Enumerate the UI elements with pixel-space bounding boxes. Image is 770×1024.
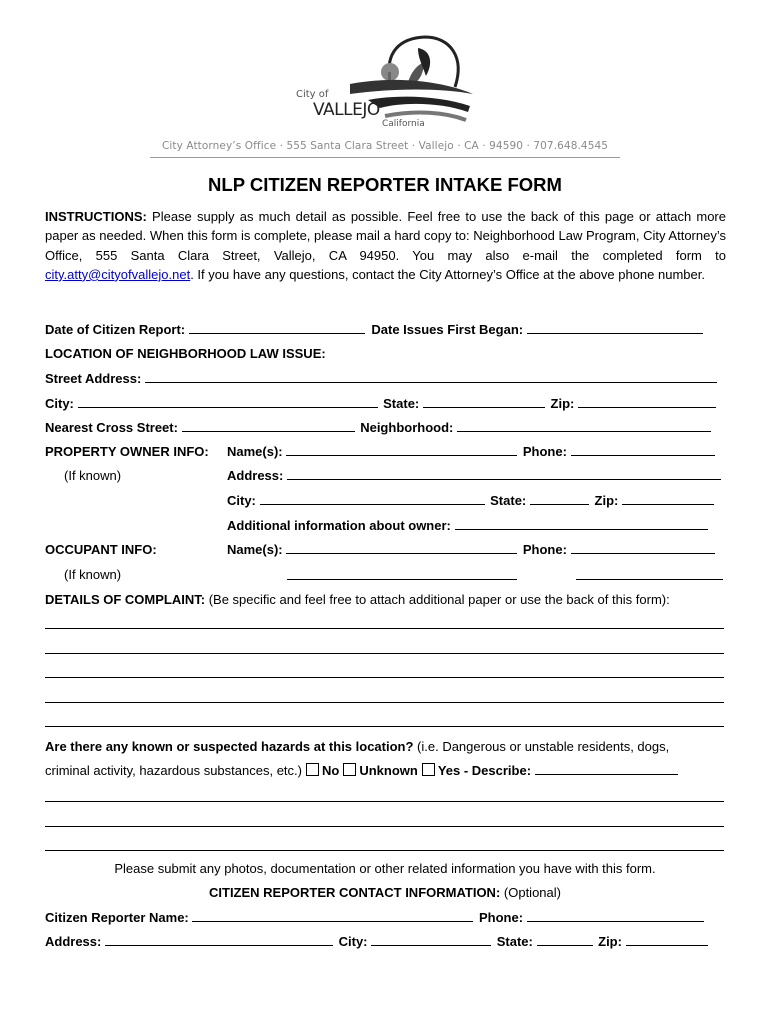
no-label: No bbox=[321, 763, 340, 778]
hazards-line-3[interactable] bbox=[45, 839, 724, 851]
owner-additional-label: Additional information about owner: bbox=[227, 518, 451, 533]
city-row bbox=[45, 396, 716, 411]
reporter-state-field[interactable] bbox=[537, 934, 593, 946]
owner-address-label: Address: bbox=[227, 468, 284, 483]
reporter-address-label: Address: bbox=[45, 934, 102, 949]
occupant-names-label: Name(s): bbox=[227, 542, 283, 557]
unknown-label: Unknown bbox=[359, 763, 418, 778]
unknown-checkbox[interactable] bbox=[343, 763, 356, 776]
details-line-2[interactable] bbox=[45, 642, 724, 654]
hazards-question-row bbox=[45, 739, 669, 754]
hazards-options-row bbox=[45, 763, 678, 778]
reporter-phone-label: Phone: bbox=[479, 910, 524, 925]
owner-address-row bbox=[227, 468, 721, 483]
reporter-name-row bbox=[45, 910, 704, 925]
reporter-zip-label: Zip: bbox=[598, 934, 622, 949]
owner-phone-label: Phone: bbox=[522, 444, 567, 459]
reporter-name-label: Citizen Reporter Name: bbox=[45, 910, 189, 925]
date-row bbox=[45, 322, 703, 337]
city-field[interactable] bbox=[78, 396, 378, 408]
submit-note: Please submit any photos, documentation or other related information you have with this form. bbox=[114, 861, 656, 876]
owner-address-field[interactable] bbox=[287, 468, 721, 480]
owner-city-field[interactable] bbox=[260, 493, 485, 505]
reporter-address-field[interactable] bbox=[105, 934, 333, 946]
occupant-names-row bbox=[227, 542, 715, 557]
reporter-city-label: City: bbox=[338, 934, 368, 949]
reporter-state-label: State: bbox=[496, 934, 533, 949]
occupant-names-field[interactable] bbox=[286, 542, 517, 554]
hazards-line-2[interactable] bbox=[45, 815, 724, 827]
yes-label: Yes - Describe: bbox=[437, 763, 532, 778]
owner-names-label: Name(s): bbox=[227, 444, 283, 459]
neighborhood-label: Neighborhood: bbox=[360, 420, 454, 435]
instructions-text-end: . If you have any questions, contact the City Attorney’s Office at the above phone number. bbox=[190, 266, 705, 282]
owner-names-row bbox=[227, 444, 715, 459]
owner-state-field[interactable] bbox=[530, 493, 589, 505]
occupant-phone-field[interactable] bbox=[571, 542, 715, 554]
owner-names-field[interactable] bbox=[286, 444, 517, 456]
occupant-names-field-2[interactable] bbox=[287, 568, 517, 580]
street-row bbox=[45, 371, 717, 386]
yes-checkbox[interactable] bbox=[422, 763, 435, 776]
state-label: State: bbox=[383, 396, 420, 411]
hazards-hint: (i.e. Dangerous or unstable residents, dogs, bbox=[413, 739, 670, 754]
details-row bbox=[45, 592, 670, 607]
email-link[interactable]: city.atty@cityofvallejo.net bbox=[45, 266, 191, 282]
logo-city-text: VALLEJO bbox=[313, 100, 380, 120]
contact-optional: (Optional) bbox=[500, 885, 561, 900]
cross-street-field[interactable] bbox=[182, 420, 355, 432]
header-divider bbox=[150, 157, 620, 158]
owner-phone-field[interactable] bbox=[571, 444, 715, 456]
zip-field[interactable] bbox=[578, 396, 716, 408]
hazards-line-1[interactable] bbox=[45, 790, 724, 802]
details-line-5[interactable] bbox=[45, 715, 724, 727]
details-label: DETAILS OF COMPLAINT: bbox=[45, 592, 206, 607]
cross-street-row bbox=[45, 420, 711, 435]
neighborhood-field[interactable] bbox=[457, 420, 711, 432]
owner-city-row bbox=[227, 493, 714, 508]
instructions-label: INSTRUCTIONS: bbox=[45, 209, 147, 224]
details-line-4[interactable] bbox=[45, 691, 724, 703]
reporter-zip-field[interactable] bbox=[626, 934, 708, 946]
zip-label: Zip: bbox=[550, 396, 575, 411]
office-address-line: City Attorney’s Office · 555 Santa Clara Street · Vallejo · CA · 94590 · 707.648.4545 bbox=[161, 140, 609, 152]
contact-heading: CITIZEN REPORTER CONTACT INFORMATION: bbox=[209, 885, 501, 900]
owner-city-label: City: bbox=[227, 493, 256, 508]
reporter-city-field[interactable] bbox=[371, 934, 491, 946]
state-field[interactable] bbox=[423, 396, 545, 408]
details-line-1[interactable] bbox=[45, 617, 724, 629]
occupant-phone-field-2[interactable] bbox=[576, 568, 723, 580]
date-began-label: Date Issues First Began: bbox=[371, 322, 524, 337]
date-report-label: Date of Citizen Report: bbox=[45, 322, 186, 337]
contact-heading-row bbox=[0, 885, 770, 900]
details-line-3[interactable] bbox=[45, 666, 724, 678]
owner-heading: PROPERTY OWNER INFO: bbox=[45, 444, 209, 459]
logo-state-text: California bbox=[382, 119, 425, 129]
reporter-address-row bbox=[45, 934, 708, 949]
city-label: City: bbox=[45, 396, 74, 411]
date-began-field[interactable] bbox=[527, 322, 703, 334]
cross-street-label: Nearest Cross Street: bbox=[45, 420, 178, 435]
reporter-phone-field[interactable] bbox=[527, 910, 704, 922]
street-label: Street Address: bbox=[45, 371, 142, 386]
owner-zip-field[interactable] bbox=[622, 493, 714, 505]
hazards-describe-field[interactable] bbox=[535, 763, 678, 775]
hazards-question: Are there any known or suspected hazards at this location? bbox=[45, 739, 414, 754]
instructions-paragraph bbox=[45, 207, 726, 284]
date-report-field[interactable] bbox=[189, 322, 365, 334]
instructions-text: Please supply as much detail as possible. Feel free to use the back of this page or attach more paper as needed. When this form is complete, please mail a hard copy to: Neighborhood Law Program, City Attorney’s Office, 555 Santa Clara Street, Vallejo, CA 94950. You may also e-mail the completed form to bbox=[45, 209, 726, 263]
owner-additional-row bbox=[227, 518, 708, 533]
owner-zip-label: Zip: bbox=[594, 493, 619, 508]
occupant-if-known: (If known) bbox=[64, 567, 122, 582]
occupant-phone-label: Phone: bbox=[522, 542, 567, 557]
no-checkbox[interactable] bbox=[306, 763, 319, 776]
city-logo bbox=[290, 32, 480, 132]
reporter-name-field[interactable] bbox=[192, 910, 473, 922]
street-field[interactable] bbox=[145, 371, 717, 383]
logo-city-of-text: City of bbox=[296, 89, 329, 100]
owner-state-label: State: bbox=[490, 493, 527, 508]
page-title: NLP CITIZEN REPORTER INTAKE FORM bbox=[208, 174, 562, 195]
hazards-hint-2: criminal activity, hazardous substances, etc.) bbox=[45, 763, 302, 778]
owner-additional-field[interactable] bbox=[455, 518, 708, 530]
location-heading: LOCATION OF NEIGHBORHOOD LAW ISSUE: bbox=[45, 346, 326, 361]
details-hint: (Be specific and feel free to attach additional paper or use the back of this form): bbox=[205, 592, 670, 607]
owner-if-known: (If known) bbox=[64, 468, 122, 483]
occupant-heading: OCCUPANT INFO: bbox=[45, 542, 157, 557]
